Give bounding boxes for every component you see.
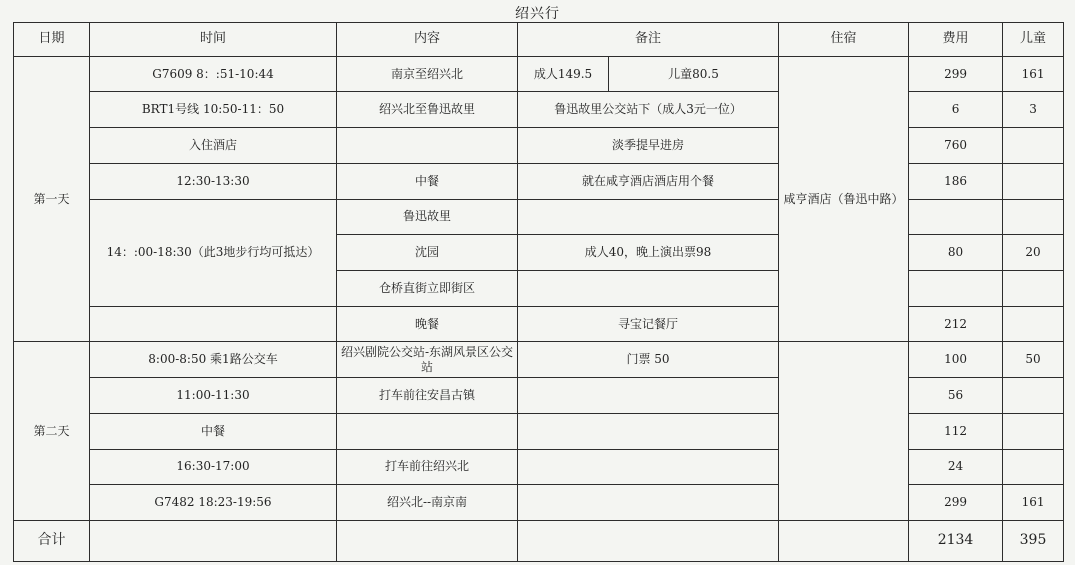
child-cell (1003, 413, 1064, 449)
table-row (14, 56, 1064, 92)
cost-cell: 299 (909, 485, 1003, 521)
day2-lodging (779, 342, 909, 521)
time-cell: G7609 8：:51-10:44 (90, 56, 337, 92)
total-cost: 2134 (909, 521, 1003, 562)
header-note: 备注 (518, 23, 779, 57)
day1-label: 第一天 (14, 56, 90, 342)
total-child: 395 (1003, 521, 1064, 562)
content-cell: 沈园 (337, 235, 518, 271)
cost-cell: 80 (909, 235, 1003, 271)
day1-lodging: 咸亨酒店（鲁迅中路） (779, 56, 909, 342)
cost-cell (909, 271, 1003, 307)
note-adult-cell: 成人149.5 (518, 56, 609, 92)
total-empty-cell (779, 521, 909, 562)
child-cell: 161 (1003, 485, 1064, 521)
header-lodging: 住宿 (779, 23, 909, 57)
cost-cell: 6 (909, 92, 1003, 128)
content-cell: 绍兴北至鲁迅故里 (337, 92, 518, 128)
content-cell (337, 128, 518, 164)
content-cell: 打车前往安昌古镇 (337, 378, 518, 414)
note-cell (518, 449, 779, 485)
child-cell (1003, 378, 1064, 414)
time-cell: 8:00-8:50 乘1路公交车 (90, 342, 337, 378)
note-cell: 寻宝记餐厅 (518, 306, 779, 342)
time-cell: 中餐 (90, 413, 337, 449)
total-empty-cell (337, 521, 518, 562)
note-cell: 成人40，晚上演出票98 (518, 235, 779, 271)
time-cell: 11:00-11:30 (90, 378, 337, 414)
cost-cell: 212 (909, 306, 1003, 342)
time-cell: 12:30-13:30 (90, 163, 337, 199)
child-cell (1003, 128, 1064, 164)
cost-cell: 299 (909, 56, 1003, 92)
header-content: 内容 (337, 23, 518, 57)
total-empty-cell (90, 521, 337, 562)
day2-label: 第二天 (14, 342, 90, 521)
cost-cell: 186 (909, 163, 1003, 199)
child-cell (1003, 306, 1064, 342)
time-cell: 14：:00-18:30（此3地步行均可抵达） (90, 199, 337, 306)
note-cell: 鲁迅故里公交站下（成人3元一位） (518, 92, 779, 128)
cost-cell: 100 (909, 342, 1003, 378)
note-cell: 门票 50 (518, 342, 779, 378)
content-cell: 绍兴剧院公交站-东湖风景区公交站 (337, 342, 518, 378)
note-cell: 淡季提早进房 (518, 128, 779, 164)
total-row (14, 521, 1064, 562)
time-cell (90, 306, 337, 342)
content-cell: 晚餐 (337, 306, 518, 342)
sheet-title: 绍兴行 (515, 6, 560, 22)
content-cell: 仓桥直街立即街区 (337, 271, 518, 307)
note-cell (518, 271, 779, 307)
total-empty-cell (518, 521, 779, 562)
cost-cell (909, 199, 1003, 235)
note-child-cell: 儿童80.5 (609, 56, 779, 92)
header-time: 时间 (90, 23, 337, 57)
time-cell: 入住酒店 (90, 128, 337, 164)
itinerary-table (13, 22, 1064, 562)
content-cell: 绍兴北--南京南 (337, 485, 518, 521)
note-cell (518, 413, 779, 449)
time-cell: 16:30-17:00 (90, 449, 337, 485)
content-cell (337, 413, 518, 449)
table-row (14, 342, 1064, 378)
content-cell: 打车前往绍兴北 (337, 449, 518, 485)
cost-cell: 760 (909, 128, 1003, 164)
content-cell: 中餐 (337, 163, 518, 199)
child-cell: 20 (1003, 235, 1064, 271)
header-row (14, 23, 1064, 57)
note-cell: 就在咸亨酒店酒店用个餐 (518, 163, 779, 199)
child-cell: 161 (1003, 56, 1064, 92)
child-cell (1003, 199, 1064, 235)
note-cell (518, 378, 779, 414)
time-cell: BRT1号线 10:50-11：50 (90, 92, 337, 128)
note-cell (518, 199, 779, 235)
cost-cell: 24 (909, 449, 1003, 485)
content-cell: 南京至绍兴北 (337, 56, 518, 92)
child-cell (1003, 449, 1064, 485)
total-label: 合计 (14, 521, 90, 562)
child-cell: 50 (1003, 342, 1064, 378)
cost-cell: 56 (909, 378, 1003, 414)
child-cell (1003, 271, 1064, 307)
header-child: 儿童 (1003, 23, 1064, 57)
header-date: 日期 (14, 23, 90, 57)
content-cell: 鲁迅故里 (337, 199, 518, 235)
cost-cell: 112 (909, 413, 1003, 449)
header-cost: 费用 (909, 23, 1003, 57)
child-cell: 3 (1003, 92, 1064, 128)
note-cell (518, 485, 779, 521)
time-cell: G7482 18:23-19:56 (90, 485, 337, 521)
child-cell (1003, 163, 1064, 199)
